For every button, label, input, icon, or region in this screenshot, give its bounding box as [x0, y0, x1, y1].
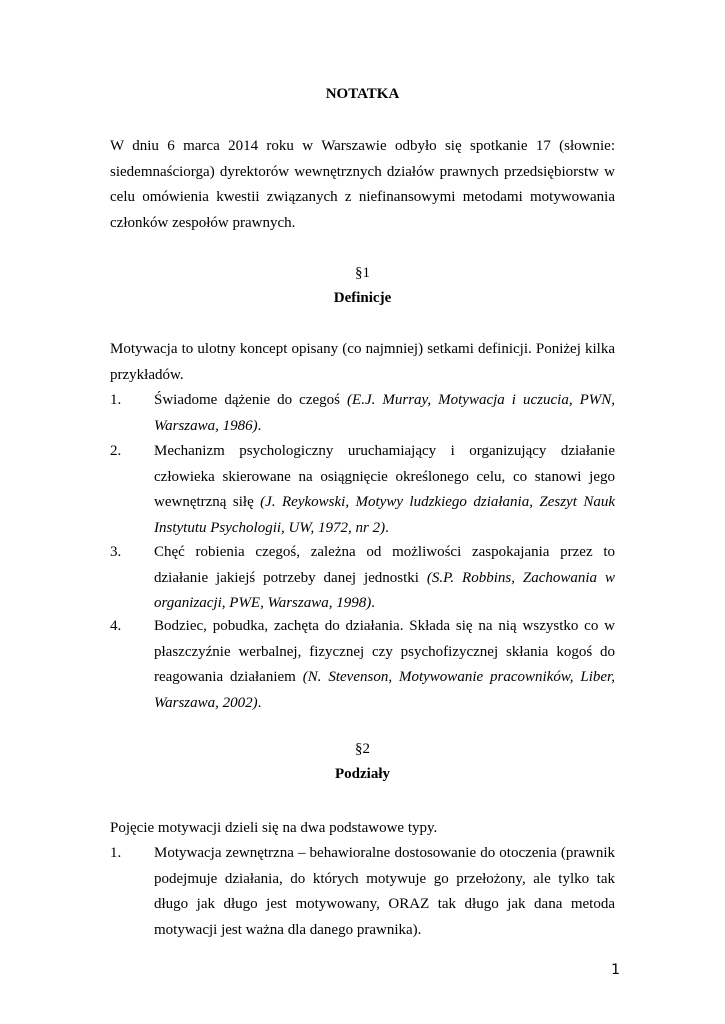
period: .: [257, 694, 262, 711]
section-2-mark: §2: [355, 741, 370, 757]
definition-item-1: [110, 388, 615, 439]
document-title: NOTATKA: [325, 86, 400, 102]
period: .: [385, 519, 389, 536]
citation: (E.J. Murray, Motywacja i uczucia, PWN, Warszawa, 1986): [154, 392, 616, 434]
period: .: [257, 417, 262, 434]
section-2-heading: Podziały: [335, 766, 390, 782]
page-number: 1: [611, 962, 620, 978]
definition-item-4: [110, 614, 615, 716]
section-1-lead: Motywacja to ulotny koncept opisany (co najmniej) setkami definicji. Poniżej kilka przykładów.: [110, 341, 615, 383]
section-1-heading: Definicje: [333, 290, 392, 306]
list-number: 1.: [110, 845, 122, 861]
list-number: 4.: [110, 618, 122, 634]
period: .: [371, 595, 375, 611]
citation: (J. Reykowski, Motywy ludzkiego działania, Zeszyt Nauk Instytutu Psychologii, UW, 1972, nr 2): [154, 494, 615, 536]
type-text: Motywacja zewnętrzna – behawioralne dostosowanie do otoczenia (prawnik podejmuje działania, do których motywuje go przełożony, ale tylko tak długo jak długo jest motywowany, ORAZ tak długo jak dana metoda motywacji jest ważna dla danego prawnika).: [154, 845, 615, 938]
definition-text: Świadome dążenie do czegoś: [154, 392, 348, 408]
citation: (N. Stevenson, Motywowanie pracowników, Liber, Warszawa, 2002): [154, 669, 615, 711]
list-number: 1.: [110, 392, 122, 408]
definition-text: Chęć robienia czegoś, zależna od możliwości zaspokajania przez to działanie jakiejś potrzeby danej jednostki: [154, 544, 615, 586]
list-number: 2.: [110, 443, 122, 459]
definition-text: Bodziec, pobudka, zachęta do działania. Składa się na nią wszystko co w płaszczyźnie werbalnej, fizycznej czy psychofizycznej skłania kogoś do reagowania działaniem: [154, 618, 615, 685]
list-number: 3.: [110, 544, 122, 560]
definition-item-3: [110, 540, 615, 617]
section-1-mark: §1: [355, 265, 370, 281]
definition-item-2: [110, 439, 615, 541]
citation: (S.P. Robbins, Zachowania w organizacji, PWE, Warszawa, 1998): [154, 569, 615, 611]
definition-text: Mechanizm psychologiczny uruchamiający i organizujący działanie człowieka skierowane na osiągnięcie określonego celu, co stanowi jego wewnętrzną siłę: [154, 443, 615, 510]
intro-paragraph: W dniu 6 marca 2014 roku w Warszawie odbyło się spotkanie 17 (słownie: siedemnaściorga) dyrektorów wewnętrznych działów prawnych przedsiębiorstw w celu omówienia kwestii związanych z niefinansowymi metodami motywowania członków zespołów prawnych.: [110, 138, 615, 231]
section-2-lead: Pojęcie motywacji dzieli się na dwa podstawowe typy.: [110, 820, 438, 836]
type-item-1: [110, 841, 615, 943]
